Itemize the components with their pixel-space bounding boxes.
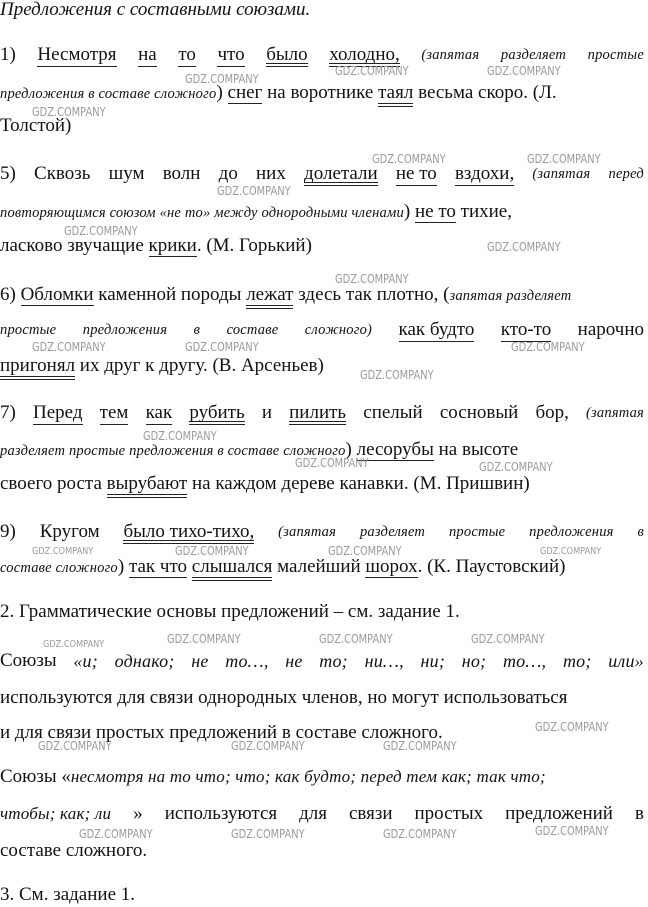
- word: бор,: [535, 402, 569, 423]
- word: нарочно: [577, 319, 644, 340]
- word: было: [266, 44, 308, 65]
- word: тем: [99, 402, 129, 423]
- watermark: GDZ.COMPANY: [167, 632, 241, 646]
- word: холодно,: [329, 44, 400, 65]
- watermark: GDZ.COMPANY: [479, 460, 553, 474]
- word: что: [217, 44, 245, 65]
- note: (запятая: [532, 166, 591, 182]
- watermark: GDZ.COMPANY: [383, 739, 457, 753]
- unions2-line2: чтобы; как; ли » используются для связи простых предложений в: [0, 803, 644, 824]
- watermark: GDZ.COMPANY: [143, 429, 217, 443]
- note: перед: [608, 166, 644, 182]
- word: кто-то: [500, 319, 552, 340]
- note: (запятая: [586, 405, 644, 421]
- word: как будто: [398, 319, 475, 340]
- note: в: [193, 322, 201, 338]
- note: составе: [226, 322, 279, 338]
- watermark: GDZ.COMPANY: [527, 152, 601, 166]
- item6-line3: пригонял их друг к другу. (В. Арсеньев): [0, 354, 644, 378]
- note: простые: [587, 47, 644, 63]
- watermark: GDZ.COMPANY: [217, 184, 291, 198]
- item-number: 1): [0, 44, 16, 65]
- watermark: GDZ.COMPANY: [335, 272, 409, 286]
- watermark: GDZ.COMPANY: [335, 64, 409, 78]
- word: то: [178, 44, 196, 65]
- item-number: 9): [0, 521, 16, 542]
- note: простые: [0, 322, 57, 338]
- word: и: [261, 402, 272, 423]
- watermark: GDZ.COMPANY: [360, 368, 434, 382]
- watermark: GDZ.COMPANY: [487, 64, 561, 78]
- word: Перед: [32, 402, 83, 423]
- watermark: GDZ.COMPANY: [64, 224, 138, 238]
- word: до: [218, 163, 238, 184]
- watermark: GDZ.COMPANY: [487, 240, 561, 254]
- item-number: 5): [0, 163, 16, 184]
- note: предложения: [529, 524, 614, 540]
- word: волн: [162, 163, 201, 184]
- note: простые: [448, 524, 506, 540]
- word: сосновый: [439, 402, 519, 423]
- item5-line3: ласково звучащие крики. (М. Горький): [0, 235, 312, 256]
- watermark: GDZ.COMPANY: [32, 340, 106, 354]
- item5-line2: повторяющимся союзом «не то» между однородными членами) не то тихие,: [0, 201, 512, 222]
- word: них: [256, 163, 286, 184]
- word: Сквозь: [34, 163, 91, 184]
- watermark: GDZ.COMPANY: [175, 544, 249, 558]
- item9-line2: составе сложного) так что слышался малейший шорох. (К. Паустовский): [0, 555, 644, 579]
- watermark: GDZ.COMPANY: [185, 72, 259, 86]
- watermark: GDZ.COMPANY: [295, 456, 369, 470]
- item6-line2: [0, 318, 644, 342]
- watermark: GDZ.COMPANY: [231, 827, 305, 841]
- item1-line3: Толстой): [0, 115, 72, 136]
- item9-line1: [0, 520, 644, 544]
- section-2-heading: 2. Грамматические основы предложений – см. задание 1.: [0, 601, 460, 622]
- word: как: [145, 402, 173, 423]
- unions2-line1: Союзы «несмотря на то что; что; как будто; перед тем как; так что;: [0, 766, 546, 787]
- watermark: GDZ.COMPANY: [185, 340, 259, 354]
- item7-line1: [0, 401, 644, 425]
- watermark: GDZ.COMPANY: [383, 827, 457, 841]
- note: разделяет: [359, 524, 426, 540]
- note: в: [637, 524, 644, 540]
- item-number: 7): [0, 402, 16, 423]
- note: (запятая: [278, 524, 337, 540]
- word: долетали: [304, 163, 378, 184]
- unions1-line2: используются для связи однородных членов, но могут использоваться: [0, 687, 568, 708]
- word: Несмотря: [37, 44, 117, 65]
- word: спелый: [363, 402, 423, 423]
- watermark: GDZ.COMPANY: [43, 639, 105, 650]
- unions1-line3: и для связи простых предложений в составе сложного.: [0, 722, 443, 743]
- watermark: GDZ.COMPANY: [540, 546, 602, 557]
- note: разделяет: [500, 47, 567, 63]
- watermark: GDZ.COMPANY: [535, 720, 609, 734]
- item7-line2: разделяет простые предложения в составе сложного) лесорубы на высоте: [0, 439, 519, 460]
- word: было тихо-тихо,: [123, 521, 255, 542]
- section-3-heading: 3. См. задание 1.: [0, 884, 136, 905]
- unions1-line1: Союзы «и; однако; не то…, не то; ни…, ни; но; то…, то; или»: [0, 650, 644, 671]
- watermark: GDZ.COMPANY: [328, 544, 402, 558]
- word: Кругом: [39, 521, 100, 542]
- unions2-line3: составе сложного.: [0, 840, 148, 861]
- note: (запятая: [421, 47, 480, 63]
- note: предложения: [82, 322, 168, 338]
- watermark: GDZ.COMPANY: [372, 152, 446, 166]
- word: рубить: [189, 402, 245, 423]
- watermark: GDZ.COMPANY: [32, 105, 106, 119]
- word: шум: [108, 163, 145, 184]
- note: сложного): [304, 322, 373, 338]
- watermark: GDZ.COMPANY: [32, 546, 94, 557]
- watermark: GDZ.COMPANY: [319, 632, 393, 646]
- page-title: Предложения с составными союзами.: [0, 0, 311, 20]
- watermark: GDZ.COMPANY: [535, 824, 609, 838]
- watermark: GDZ.COMPANY: [79, 827, 153, 841]
- watermark: GDZ.COMPANY: [511, 340, 585, 354]
- word: не то: [395, 163, 437, 184]
- item1-line2: предложения в составе сложного) снег на воротнике таял весьма скоро. (Л.: [0, 81, 644, 105]
- watermark: GDZ.COMPANY: [38, 739, 112, 753]
- word: вздохи,: [454, 163, 515, 184]
- watermark: GDZ.COMPANY: [231, 739, 305, 753]
- item6-line1: 6) Обломки каменной породы лежат здесь так плотно, (запятая разделяет: [0, 283, 644, 307]
- item7-line3: своего роста вырубают на каждом дереве канавки. (М. Пришвин): [0, 472, 644, 496]
- watermark: GDZ.COMPANY: [471, 632, 545, 646]
- word: пилить: [289, 402, 347, 423]
- word: на: [138, 44, 157, 65]
